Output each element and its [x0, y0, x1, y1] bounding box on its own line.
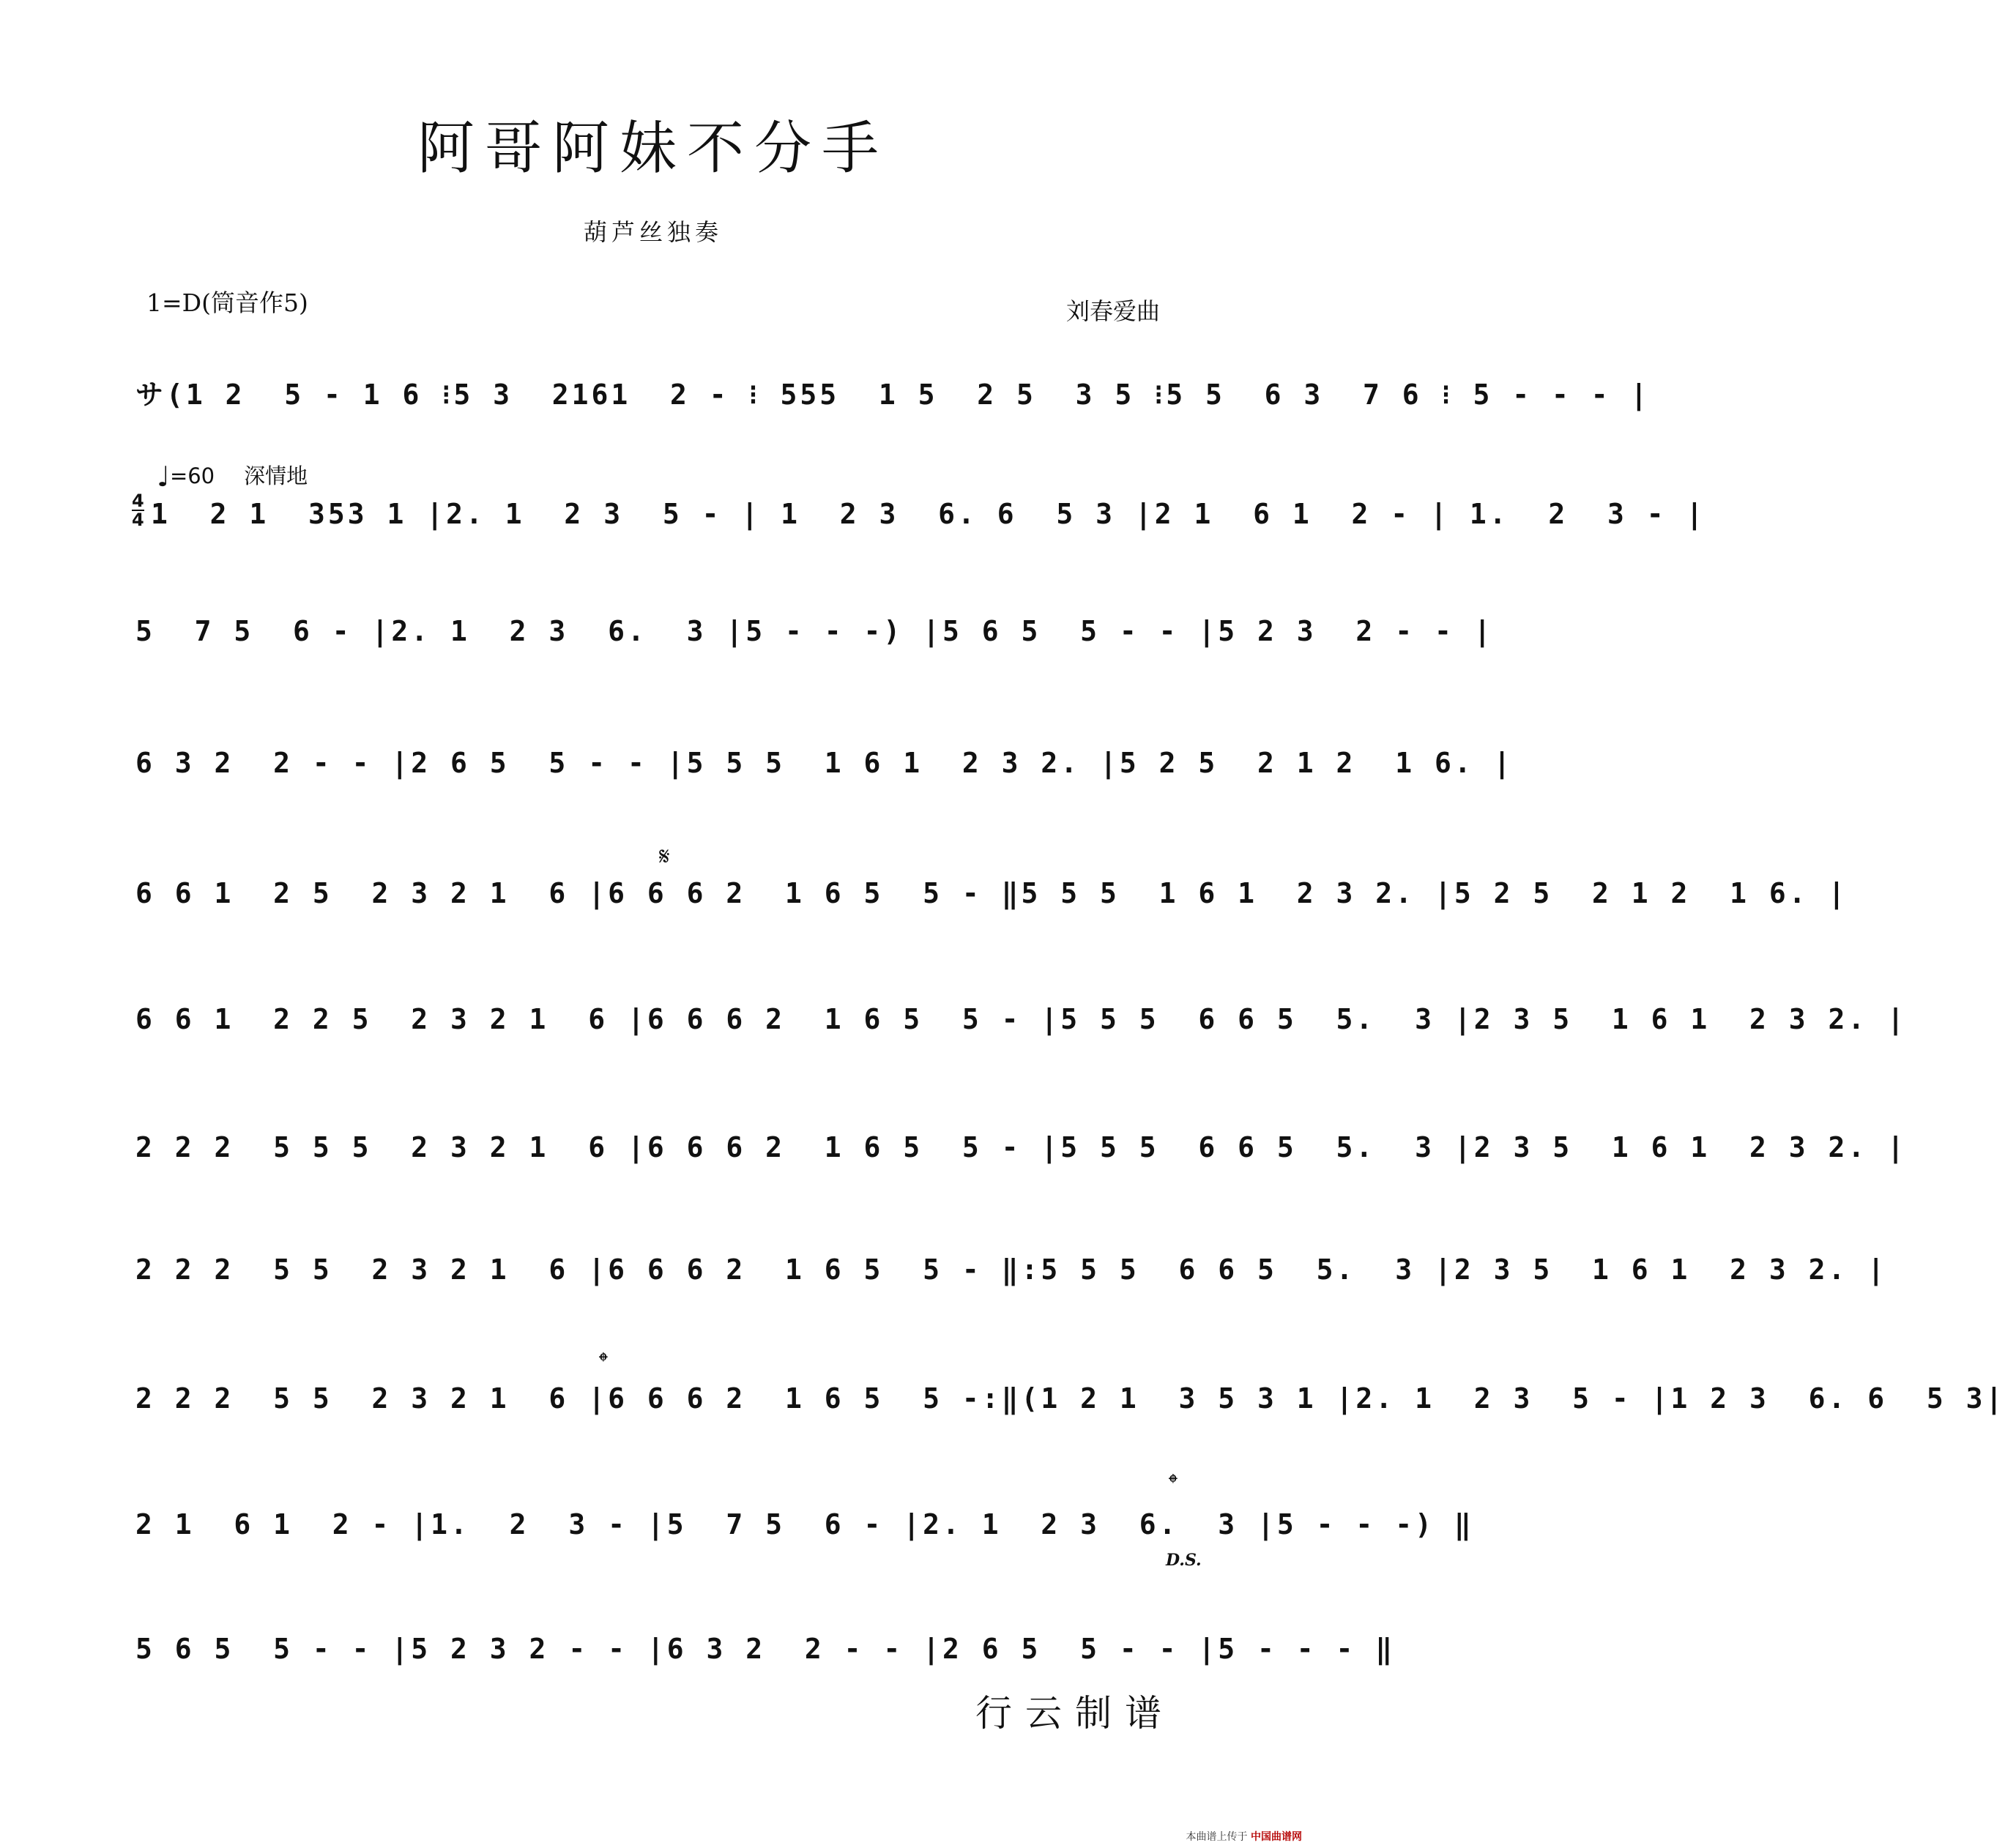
notation-line-8: 2 2 2 5 5 2 3 2 1 6 |6 6 6 2 1 6 5 5 - ‖:5 5 5 6 6 5 5. 3 |2 3 5 1 6 1 2 3 2. |: [135, 1253, 1888, 1286]
tempo-marking: [157, 460, 308, 493]
expression-marking: 深情地: [244, 463, 308, 488]
notation-line-2: 1 2 1 353 1 |2. 1 2 3 5 - | 1 2 3 6. 6 5 3 |2 1 6 1 2 - | 1. 2 3 - |: [151, 498, 1706, 530]
coda-sign: 𝄌: [599, 1347, 608, 1376]
footer-watermark: [1186, 1829, 1302, 1844]
quarter-note-icon: ♩: [157, 461, 170, 493]
notation-line-1: サ(1 2 5 - 1 6 ⁝5 3 2161 2 - ⁝ 555 1 5 2 5 3 5 ⁝5 5 6 3 7 6 ⁝ 5 - - - |: [135, 379, 1651, 411]
time-signature-bottom: 4: [132, 510, 144, 530]
time-signature-top: 4: [132, 491, 144, 511]
site-brand: 中国曲谱网: [1251, 1831, 1302, 1843]
time-signature: [132, 492, 144, 529]
notation-line-10: 2 1 6 1 2 - |1. 2 3 - |5 7 5 6 - |2. 1 2 3 6. 3 |5 - - -) ‖: [135, 1508, 1474, 1540]
notation-line-9: 2 2 2 5 5 2 3 2 1 6 |6 6 6 2 1 6 5 5 -:‖(1 2 1 3 5 3 1 |2. 1 2 3 5 - |1 2 3 6. 6 5 3|: [135, 1382, 2005, 1415]
tempo-bpm: =60: [169, 463, 215, 488]
key-signature: 1=D(筒音作5): [146, 288, 308, 317]
notation-line-11: 5 6 5 5 - - |5 2 3 2 - - |6 3 2 2 - - |2 6 5 5 - - |5 - - - ‖: [135, 1633, 1396, 1665]
notation-line-7: 2 2 2 5 5 5 2 3 2 1 6 |6 6 6 2 1 6 5 5 - |5 5 5 6 6 5 5. 3 |2 3 5 1 6 1 2 3 2. |: [135, 1131, 1908, 1163]
notation-line-4: 6 3 2 2 - - |2 6 5 5 - - |5 5 5 1 6 1 2 3 2. |5 2 5 2 1 2 1 6. |: [135, 747, 1514, 779]
subtitle: 葫芦丝独奏: [583, 218, 723, 246]
notation-line-5: 6 6 1 2 5 2 3 2 1 6 |6 6 6 2 1 6 5 5 - ‖5 5 5 1 6 1 2 3 2. |5 2 5 2 1 2 1 6. |: [135, 877, 1848, 909]
composer: 刘春爱曲: [1065, 297, 1160, 325]
segno-sign: 𝄋: [659, 842, 670, 871]
notation-line-3: 5 7 5 6 - |2. 1 2 3 6. 3 |5 - - -) |5 6 5 5 - - |5 2 3 2 - - |: [135, 615, 1494, 647]
dal-segno-marking: D.S.: [1166, 1551, 1202, 1570]
page-title: 阿哥阿妹不分手: [417, 116, 889, 182]
transcriber-credit: 行云制谱: [975, 1692, 1175, 1735]
footer-text: 本曲谱上传于: [1186, 1831, 1248, 1843]
notation-line-6: 6 6 1 2 2 5 2 3 2 1 6 |6 6 6 2 1 6 5 5 - |5 5 5 6 6 5 5. 3 |2 3 5 1 6 1 2 3 2. |: [135, 1003, 1908, 1035]
coda-sign-end: 𝄌: [1169, 1469, 1178, 1498]
